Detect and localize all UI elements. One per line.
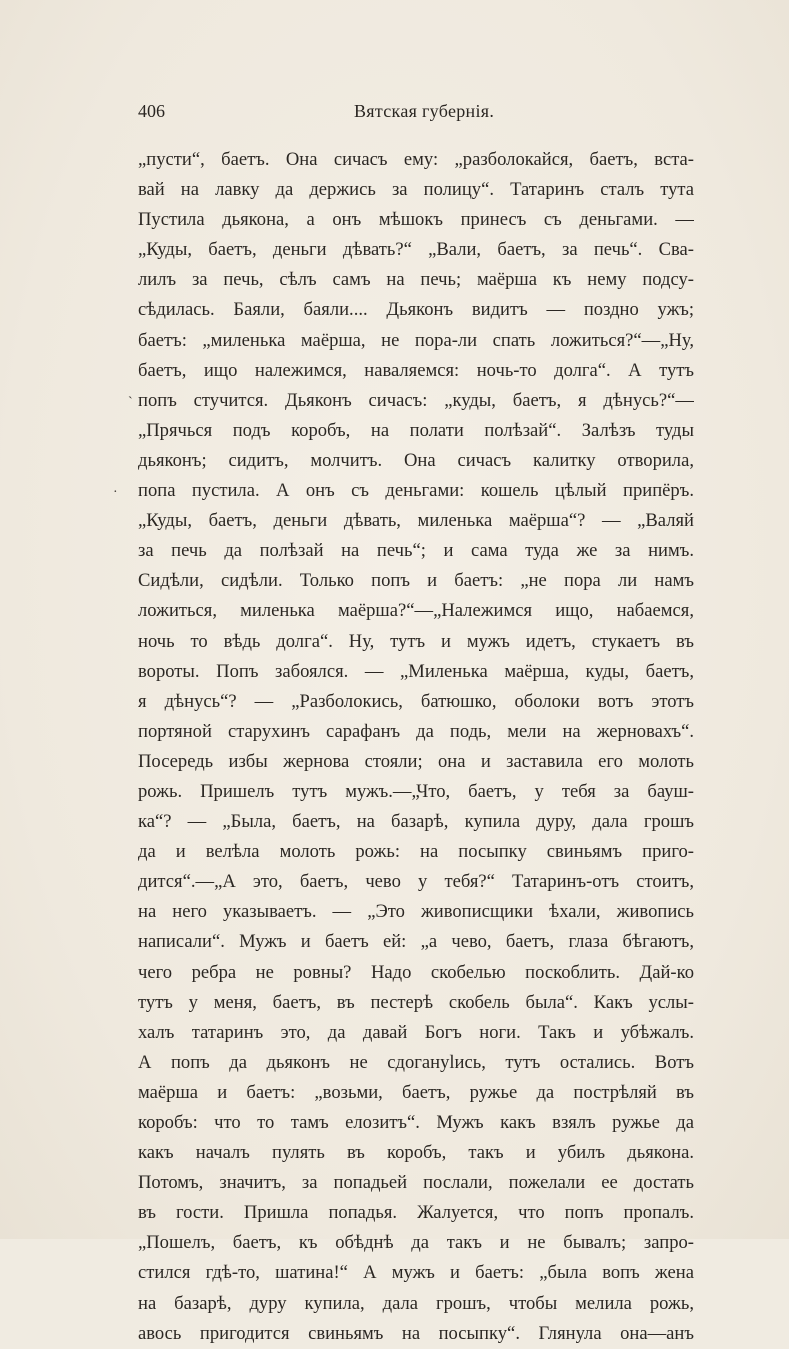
text-line: попъ стучится. Дьяконъ сичасъ: „куды, баетъ, я дѣнусь?“— [138, 389, 694, 411]
text-line: за печь да полѣзай на печь“; и сама туда же за нимъ. [138, 540, 694, 562]
page-number: 406 [138, 101, 165, 121]
text-line: я дѣнусь“? — „Разболокись, батюшко, оболоки вотъ этотъ [138, 690, 694, 712]
text-line: стился гдѣ-то, шатина!“ А мужъ и баетъ: „была вопъ жена [138, 1262, 694, 1284]
text-line: „Куды, баетъ, деньги дѣвать, миленька маёрша“? — „Валяй [138, 510, 694, 532]
text-line: на него указываетъ. — „Это живописщики ѣхали, живопись [138, 901, 694, 923]
text-line: какъ началъ пулять въ коробъ, такъ и убилъ дьякона. [138, 1142, 694, 1164]
text-line: ночь то вѣдь долга“. Ну, тутъ и мужъ идетъ, стукаетъ въ [138, 630, 694, 652]
text-line: въ гости. Пришла попадья. Жалуется, что попъ пропалъ. [138, 1202, 694, 1224]
text-line: ка“? — „Была, баетъ, на базарѣ, купила дуру, дала грошъ [138, 811, 694, 833]
text-line: портяной старухинъ сарафанъ да подь, мели на жерновахъ“. [138, 720, 694, 742]
text-line: дьяконъ; сидитъ, молчитъ. Она сичасъ калитку отворила, [138, 449, 694, 471]
text-line: вороты. Попъ забоялся. — „Миленька маёрша, куды, баетъ, [138, 660, 694, 682]
margin-mark: · [113, 485, 118, 500]
body-text [138, 145, 694, 1349]
text-line: „Прячься подъ коробъ, на полати полѣзай“. Залѣзъ туды [138, 419, 694, 441]
text-line: да и велѣла молоть рожь: на посыпку свиньямъ приго- [138, 841, 694, 863]
text-line: сѣдилась. Баяли, баяли.... Дьяконъ видитъ — поздно ужъ; [138, 299, 694, 321]
text-line: лилъ за печь, сѣлъ самъ на печь; маёрша къ нему подсу- [138, 269, 694, 291]
text-line: вай на лавку да держись за полицу“. Татаринъ сталъ тута [138, 179, 694, 201]
running-head: Вятская губернія. [354, 101, 495, 121]
text-line: написали“. Мужъ и баетъ ей: „а чево, баетъ, глаза бѣгаютъ, [138, 931, 694, 953]
page-header [138, 101, 694, 129]
text-line: „Пошелъ, баетъ, къ обѣднѣ да такъ и не бывалъ; запро- [138, 1232, 694, 1254]
text-line: Посередь избы жернова стояли; она и заставила его молоть [138, 750, 694, 772]
text-line: коробъ: что то тамъ елозитъ“. Мужъ какъ взялъ ружье да [138, 1112, 694, 1133]
text-line: А попъ да дьяконъ не сдогануlись, тутъ остались. Вотъ [138, 1051, 694, 1073]
text-line: баетъ: „миленька маёрша, не пора-ли спать ложиться?“—„Ну, [138, 329, 694, 351]
text-line: на базарѣ, дуру купила, дала грошъ, чтобы мелила рожь, [138, 1292, 694, 1314]
margin-mark: ˋ [128, 395, 133, 410]
text-line: Пустила дьякона, а онъ мѣшокъ принесъ съ деньгами. — [138, 209, 694, 231]
text-line: „Куды, баетъ, деньги дѣвать?“ „Вали, баетъ, за печь“. Сва- [138, 239, 694, 261]
text-line: маёрша и баетъ: „возьми, баетъ, ружье да пострѣляй въ [138, 1081, 694, 1103]
text-line: баетъ, ищо належимся, наваляемся: ночь-то долга“. А тутъ [138, 359, 694, 381]
text-line: дится“.—„А это, баетъ, чево у тебя?“ Татаринъ-отъ стоитъ, [138, 871, 694, 893]
text-line: „пусти“, баетъ. Она сичасъ ему: „разболокайся, баетъ, вста- [138, 149, 694, 170]
text-line: авось пригодится свиньямъ на посыпку“. Глянула она—анъ [138, 1322, 694, 1344]
text-line: Потомъ, значитъ, за попадьей послали, пожелали ее достать [138, 1172, 694, 1194]
text-line: тутъ у меня, баетъ, въ пестерѣ скобель была“. Какъ услы- [138, 991, 694, 1013]
text-line: ложиться, миленька маёрша?“—„Належимся ищо, набаемся, [138, 600, 694, 622]
text-line: рожь. Пришелъ тутъ мужъ.—„Что, баетъ, у тебя за бауш- [138, 780, 694, 802]
text-line: чего ребра не ровны? Надо скобелью поскоблить. Дай-ко [138, 961, 694, 983]
text-line: халъ татаринъ это, да давай Богъ ноги. Такъ и убѣжалъ. [138, 1021, 694, 1043]
text-line: Сидѣли, сидѣли. Только попъ и баетъ: „не пора ли намъ [138, 570, 694, 592]
text-line: попа пустила. А онъ съ деньгами: кошель цѣлый припёръ. [138, 480, 694, 502]
